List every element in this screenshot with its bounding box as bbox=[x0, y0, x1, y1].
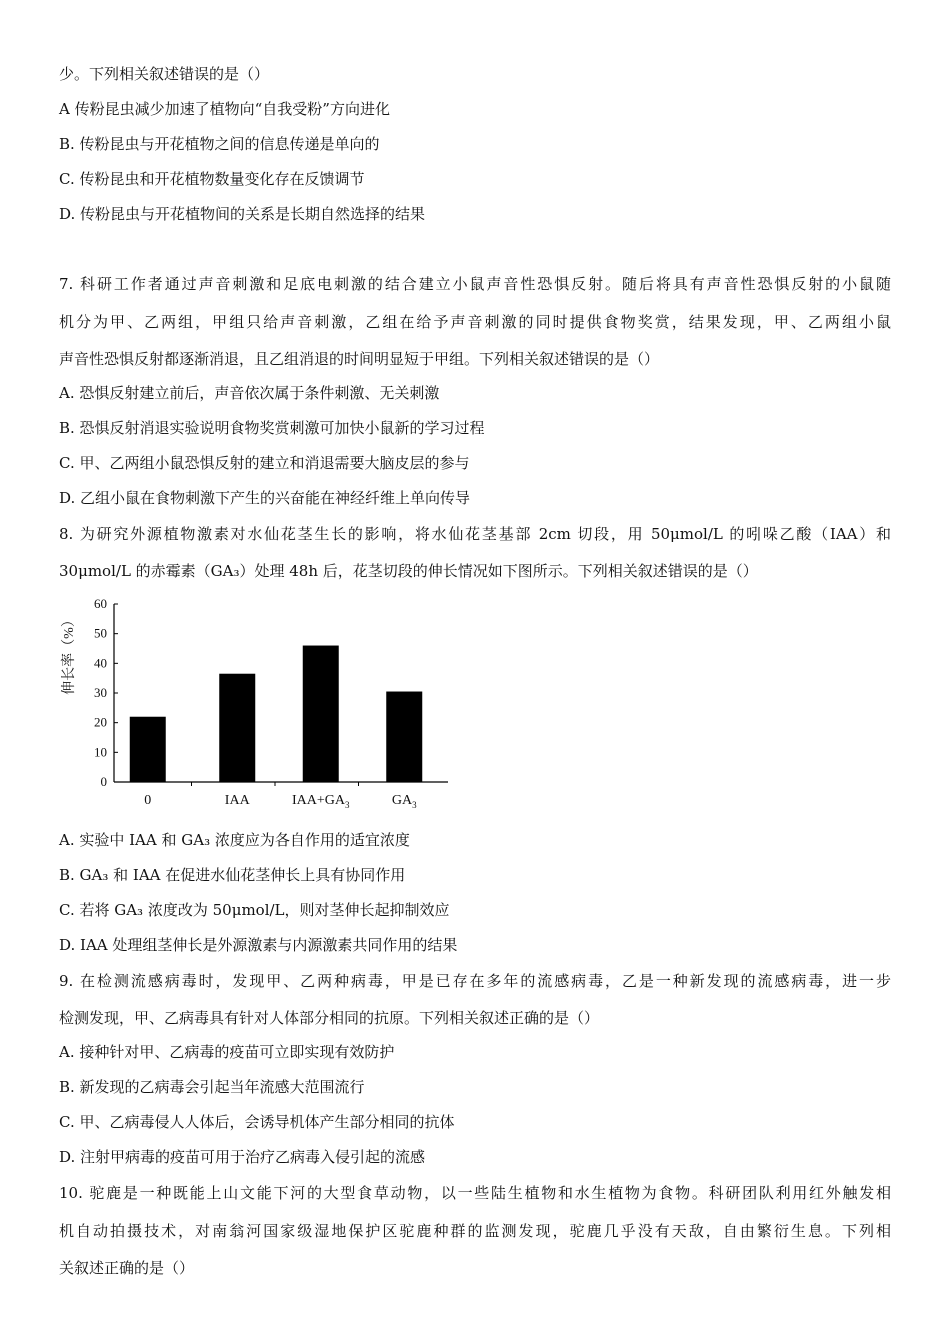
x-category-label: IAA bbox=[224, 793, 250, 808]
q10-stem-line-2: 机自动拍摄技术，对南翁河国家级湿地保护区驼鹿种群的监测发现，驼鹿几乎没有天敌，自由繁衍生息。下列相 bbox=[59, 1222, 891, 1240]
q6-stem-tail: 少。下列相关叙述错误的是（） bbox=[59, 65, 270, 83]
bar-2 bbox=[219, 674, 255, 782]
q8-option-a: A. 实验中 IAA 和 GA₃ 浓度应为各自作用的适宜浓度 bbox=[59, 831, 410, 849]
x-category-label: 0 bbox=[144, 793, 152, 808]
q9-stem-line-2: 检测发现，甲、乙病毒具有针对人体部分相同的抗原。下列相关叙述正确的是（） bbox=[59, 1009, 600, 1027]
q9-option-a: A. 接种针对甲、乙病毒的疫苗可立即实现有效防护 bbox=[59, 1043, 395, 1061]
bar-chart bbox=[60, 594, 460, 814]
chart-x-labels bbox=[144, 793, 417, 810]
q9-stem-line-1: 9. 在检测流感病毒时，发现甲、乙两种病毒，甲是已存在多年的流感病毒，乙是一种新发现的流感病毒，进一步 bbox=[59, 972, 891, 990]
q7-stem-line-3: 声音性恐惧反射都逐渐消退，且乙组消退的时间明显短于甲组。下列相关叙述错误的是（） bbox=[59, 350, 660, 368]
y-tick-label: 10 bbox=[94, 744, 107, 760]
q9-option-d: D. 注射甲病毒的疫苗可用于治疗乙病毒入侵引起的流感 bbox=[59, 1148, 426, 1166]
y-tick-label: 40 bbox=[94, 655, 107, 671]
bar-1 bbox=[130, 717, 166, 782]
q10-stem-line-3: 关叙述正确的是（） bbox=[59, 1259, 195, 1277]
chart-bars bbox=[130, 646, 423, 782]
q7-stem-line-2: 机分为甲、乙两组，甲组只给声音刺激，乙组在给予声音刺激的同时提供食物奖赏，结果发现，甲、乙两组小鼠 bbox=[59, 313, 891, 331]
q7-option-d: D. 乙组小鼠在食物刺激下产生的兴奋能在神经纤维上单向传导 bbox=[59, 489, 471, 507]
y-tick-label: 60 bbox=[94, 596, 107, 611]
q8-stem-line-1: 8. 为研究外源植物激素对水仙花茎生长的影响，将水仙花茎基部 2cm 切段，用 50μmol/L 的吲哚乙酸（IAA）和 bbox=[59, 525, 891, 543]
bar-4 bbox=[386, 692, 422, 782]
q7-option-c: C. 甲、乙两组小鼠恐惧反射的建立和消退需要大脑皮层的参与 bbox=[59, 454, 470, 472]
q6-option-c: C. 传粉昆虫和开花植物数量变化存在反馈调节 bbox=[59, 170, 365, 188]
q8-option-d: D. IAA 处理组茎伸长是外源激素与内源激素共同作用的结果 bbox=[59, 936, 458, 954]
x-category-label: $IAA+GA_3$ bbox=[292, 793, 350, 810]
q7-option-a: A. 恐惧反射建立前后，声音依次属于条件刺激、无关刺激 bbox=[59, 384, 440, 402]
q6-option-b: B. 传粉昆虫与开花植物之间的信息传递是单向的 bbox=[59, 135, 380, 153]
q7-option-b: B. 恐惧反射消退实验说明食物奖赏刺激可加快小鼠新的学习过程 bbox=[59, 419, 485, 437]
q7-stem-line-1: 7. 科研工作者通过声音刺激和足底电刺激的结合建立小鼠声音性恐惧反射。随后将具有声音性恐惧反射的小鼠随 bbox=[59, 275, 891, 293]
q8-stem-line-2: 30μmol/L 的赤霉素（GA₃）处理 48h 后，花茎切段的伸长情况如下图所示。下列相关叙述错误的是（） bbox=[59, 562, 758, 580]
y-tick-label: 20 bbox=[94, 714, 107, 730]
q6-option-d: D. 传粉昆虫与开花植物间的关系是长期自然选择的结果 bbox=[59, 205, 426, 223]
q9-option-b: B. 新发现的乙病毒会引起当年流感大范围流行 bbox=[59, 1078, 365, 1096]
x-category-label: $GA_3$ bbox=[391, 793, 417, 810]
q6-option-a: A 传粉昆虫减少加速了植物向“自我受粉”方向进化 bbox=[59, 100, 390, 118]
y-tick-label: 30 bbox=[94, 685, 107, 700]
chart-y-axis-label: 伸长率（%） bbox=[62, 613, 77, 695]
q9-option-c: C. 甲、乙病毒侵人人体后，会诱导机体产生部分相同的抗体 bbox=[59, 1113, 455, 1131]
q8-option-b: B. GA₃ 和 IAA 在促进水仙花茎伸长上具有协同作用 bbox=[59, 866, 406, 884]
bar-3 bbox=[303, 646, 339, 782]
q10-stem-line-1: 10. 驼鹿是一种既能上山文能下河的大型食草动物，以一些陆生植物和水生植物为食物。科研团队利用红外触发相 bbox=[59, 1184, 891, 1202]
y-tick-label: 50 bbox=[94, 625, 107, 641]
q8-option-c: C. 若将 GA₃ 浓度改为 50μmol/L，则对茎伸长起抑制效应 bbox=[59, 901, 450, 919]
y-tick-label: 0 bbox=[100, 774, 107, 789]
